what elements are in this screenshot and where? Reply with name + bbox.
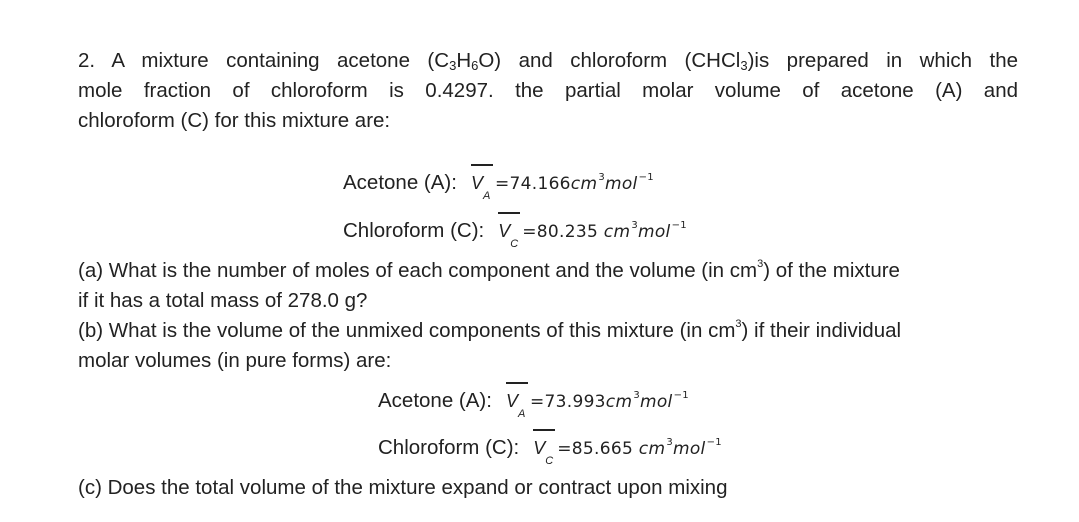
part-a-line-1: (a) What is the number of moles of each component and the volume (in $cm^3$) of the mixture xyxy=(78,258,900,282)
v-bar-symbol: V C xyxy=(498,216,522,246)
equation-value: $=73.993cm^3mol^{-1}$ xyxy=(529,390,689,412)
intro-line-1: 2. A mixture containing acetone $(C_3H_6O)$ and chloroform (CHCl$_3$)is prepared in which the xyxy=(78,49,1018,73)
part-c-line-1: (c) Does the total volume of the mixture expand or contract upon mixing xyxy=(78,476,728,499)
question-part-a xyxy=(78,256,1018,316)
intro-line-2: mole fraction of chloroform is 0.4297. the partial molar volume of acetone (A) and xyxy=(78,79,1018,102)
equation-chloroform-partial: Chloroform (C): V C =80.235 $cm^3mol^{-1}$ xyxy=(343,216,687,247)
intro-line-3: chloroform (C) for this mixture are: xyxy=(78,109,391,132)
equation-value: =80.235 $cm^3mol^{-1}$ xyxy=(522,220,687,242)
v-bar-symbol: V A xyxy=(506,386,530,416)
question-intro xyxy=(78,46,1018,136)
v-bar-symbol: V C xyxy=(533,433,557,463)
v-bar-symbol: V A xyxy=(471,168,495,198)
equation-value: $=74.166cm^3mol^{-1}$ xyxy=(494,172,654,194)
question-part-c xyxy=(78,473,1018,503)
part-b-line-1: (b) What is the volume of the unmixed components of this mixture (in $cm^3$) if their individual xyxy=(78,318,902,342)
equation-acetone-partial: Acetone (A): V A $=74.166cm^3mol^{-1}$ xyxy=(343,168,654,199)
part-a-line-2: if it has a total mass of 278.0 g? xyxy=(78,289,368,312)
equation-chloroform-pure: Chloroform (C): V C =85.665 $cm^3mol^{-1}$ xyxy=(378,433,722,464)
part-b-line-2: molar volumes (in pure forms) are: xyxy=(78,349,392,372)
equation-acetone-pure: Acetone (A): V A $=73.993cm^3mol^{-1}$ xyxy=(378,386,689,417)
equation-value: =85.665 $cm^3mol^{-1}$ xyxy=(557,437,722,459)
question-part-b xyxy=(78,316,1018,376)
